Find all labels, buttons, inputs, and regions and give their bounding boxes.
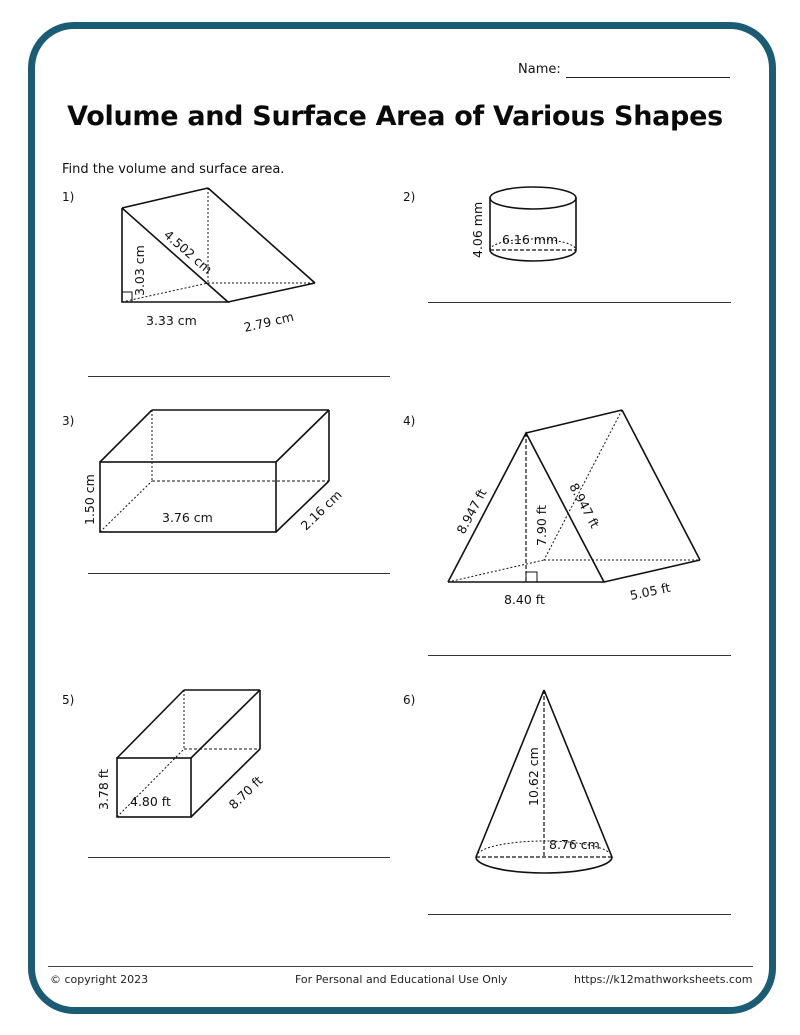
instructions: Find the volume and surface area. [62,162,285,177]
problem-2-number: 2) [403,190,416,204]
problem-2-cylinder [490,187,576,261]
name-label: Name: [518,62,561,77]
problem-6-number: 6) [403,693,416,707]
problem-6-radius-label: 8.76 cm [549,837,600,852]
problem-1-hypotenuse-label: 4.502 cm [161,226,216,277]
footer-copyright: © copyright 2023 [50,973,149,986]
problem-4-right-side-label: 8.947 ft [566,480,603,531]
footer-website: https://k12mathworksheets.com [574,973,753,986]
problem-3-width-label: 2.16 cm [297,487,345,534]
footer-usage: For Personal and Educational Use Only [295,973,508,986]
problem-4-left-side-label: 8.947 ft [453,486,490,537]
problem-6-height-label: 10.62 cm [526,747,541,806]
problem-2-diameter-label: 6.16 mm [502,232,559,247]
problem-4-length-label: 5.05 ft [628,579,672,603]
problem-1-height-label: 3.03 cm [132,245,147,296]
problem-5-length-label: 8.70 ft [225,772,266,813]
problem-3-length-label: 3.76 cm [162,510,213,525]
problem-1-base-label: 3.33 cm [146,313,197,328]
problem-1-triangular-prism [122,188,315,302]
problem-1-length-label: 2.79 cm [242,308,296,335]
problem-2-height-label: 4.06 mm [470,201,485,258]
footer-divider [48,966,753,967]
problem-1-number: 1) [62,190,75,204]
problem-3-number: 3) [62,414,75,428]
problem-5-number: 5) [62,693,75,707]
problem-4-height-label: 7.90 ft [534,505,549,546]
problem-4-number: 4) [403,414,416,428]
problem-5-height-label: 3.78 ft [96,769,111,810]
problem-5-width-label: 4.80 ft [130,794,171,809]
problem-4-base-label: 8.40 ft [504,592,545,607]
problem-3-height-label: 1.50 cm [82,474,97,525]
page-title: Volume and Surface Area of Various Shapes [67,101,723,132]
problem-3-rectangular-prism [100,410,329,532]
